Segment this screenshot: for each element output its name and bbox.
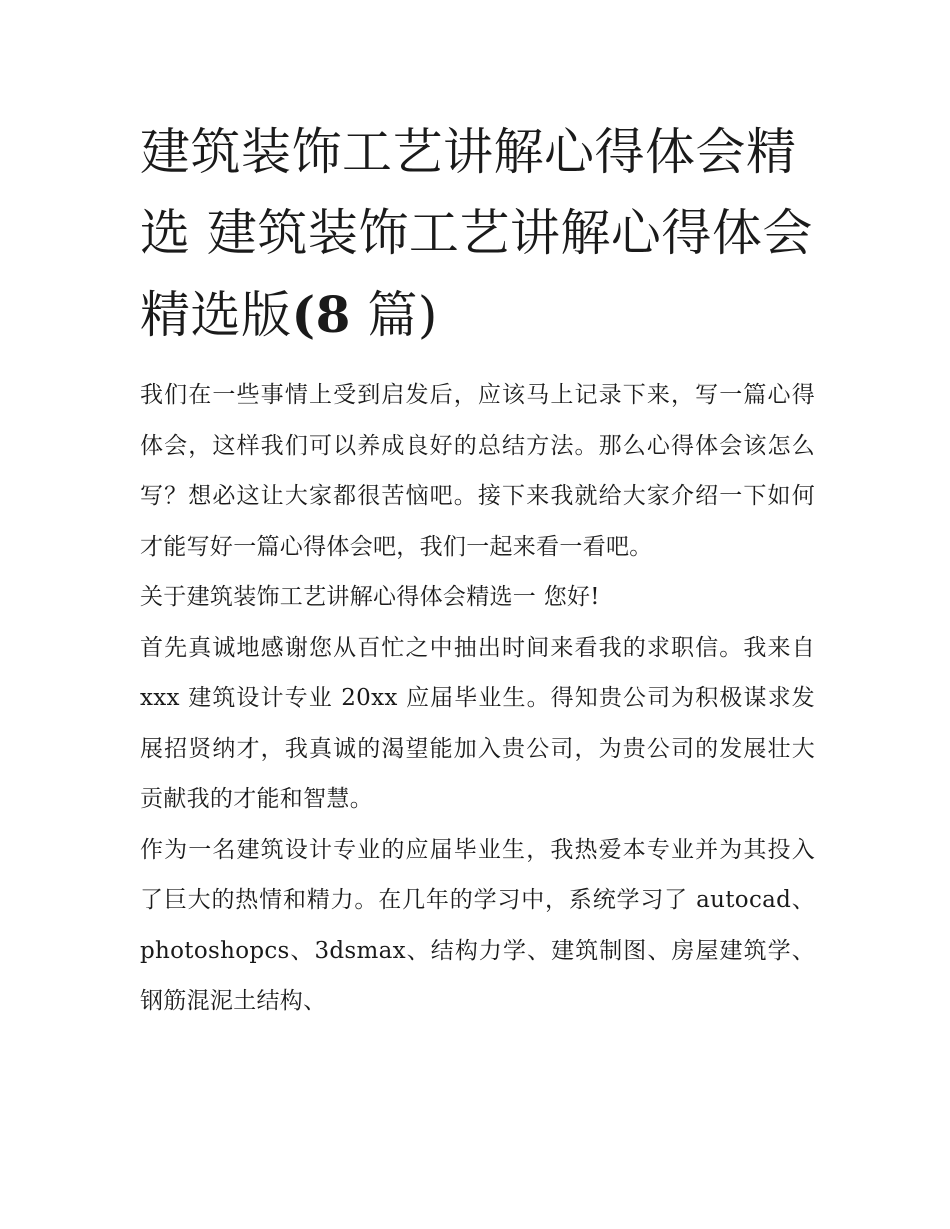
paragraph-intro: 我们在一些事情上受到启发后，应该马上记录下来，写一篇心得体会，这样我们可以养成良好的总结方法。那么心得体会该怎么写？想必这让大家都很苦恼吧。接下来我就给大家介绍一下如何才能写好一篇心得体会吧，我们一起来看一看吧。 [140, 382, 815, 560]
title-text: 建筑装饰工艺讲解心得体会精选 建筑装饰工艺讲解心得体会精选版 [140, 123, 813, 344]
document-page [140, 112, 815, 1027]
paragraph-skills: 作为一名建筑设计专业的应届毕业生，我热爱本专业并为其投入了巨大的热情和精力。在几年的学习中，系统学习了 autocad、photoshopcs、3dsmax、结构力学、建筑制图、房屋建筑学、钢筋混泥土结构、 [140, 836, 815, 1014]
paragraph-thanks: 首先真诚地感谢您从百忙之中抽出时间来看我的求职信。我来自 xxx 建筑设计专业 20xx 应届毕业生。得知贵公司为积极谋求发展招贤纳才，我真诚的渴望能加入贵公司，为贵公司的发展壮大贡献我的才能和智慧。 [140, 634, 815, 812]
paragraph-section-heading: 关于建筑装饰工艺讲解心得体会精选一 您好! [140, 584, 600, 610]
document-title [140, 112, 815, 356]
title-count: (8 [291, 285, 351, 344]
title-suffix: 篇) [350, 286, 438, 344]
